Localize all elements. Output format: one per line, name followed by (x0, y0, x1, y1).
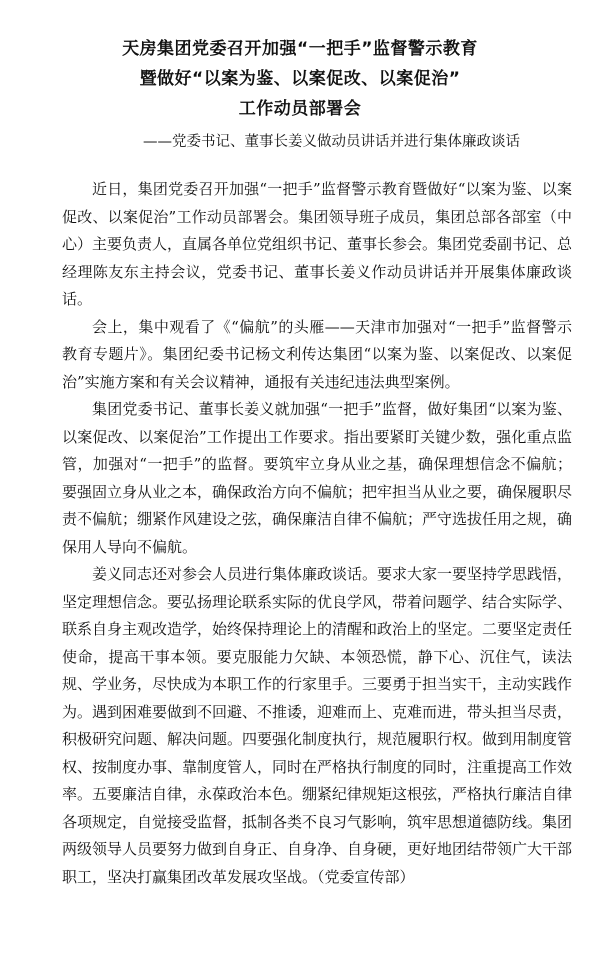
article-body (62, 176, 572, 891)
article-title (0, 34, 600, 124)
paragraph-2: 会上，集中观看了《“偏航”的头雁——天津市加强对“一把手”监督警示教育专题片》。集团纪委书记杨文利传达集团“以案为鉴、以案促改、以案促治”实施方案和有关会议精神，通报有关违纪违法典型案例。 (62, 317, 572, 391)
title-line-2: 暨做好“以案为鉴、以案促改、以案促治” (139, 69, 461, 89)
paragraph-3: 集团党委书记、董事长姜义就加强“一把手”监督，做好集团“以案为鉴、以案促改、以案促治”工作提出工作要求。指出要紧盯关键少数，强化重点监管，加强对“一把手”的监督。要筑牢立身从业之基，确保理想信念不偏航；要强固立身从业之本，确保政治方向不偏航；把牢担当从业之要，确保履职尽责不偏航；绷紧作风建设之弦，确保廉洁自律不偏航；严守选拔任用之规，确保用人导向不偏航。 (62, 400, 573, 556)
title-line-3: 工作动员部署会 (238, 99, 362, 119)
paragraph-4: 姜义同志还对参会人员进行集体廉政谈话。要求大家一要坚持学思践悟，坚定理想信念。要弘扬理论联系实际的优良学风，带着问题学、结合实际学、联系自身主观改造学，始终保持理论上的清醒和政治上的坚定。二要坚定责任使命，提高干事本领。要克服能力欠缺、本领恐慌，静下心、沉住气，读法规、学业务，尽快成为本职工作的行家里手。三要勇于担当实干，主动实践作为。遇到困难要做到不回避、不推诿，迎难而上、克难而进，带头担当尽责，积极研究问题、解决问题。四要强化制度执行，规范履职行权。做到用制度管权、按制度办事、靠制度管人，同时在严格执行制度的同时，注重提高工作效率。五要廉洁自律，永葆政治本色。绷紧纪律规矩这根弦，严格执行廉洁自律各项规定，自觉接受监督，抵制各类不良习气影响，筑牢思想道德防线。集团两级领导人员要努力做到自身正、自身净、自身硬，更好地团结带领广大干部职工，坚决打赢集团改革发展攻坚战。（党委宣传部） (62, 565, 573, 886)
article-subtitle: ——党委书记、董事长姜义做动员讲话并进行集体廉政谈话 (143, 134, 520, 150)
paragraph-1: 近日，集团党委召开加强“一把手”监督警示教育暨做好“以案为鉴、以案促改、以案促治”工作动员部署会。集团领导班子成员，集团总部各部室（中心）主要负责人，直属各单位党组织书记、董事长参会。集团党委副书记、总经理陈友东主持会议，党委书记、董事长姜义作动员讲话并开展集体廉政谈话。 (62, 180, 573, 308)
title-line-1: 天房集团党委召开加强“一把手”监督警示教育 (122, 39, 478, 59)
